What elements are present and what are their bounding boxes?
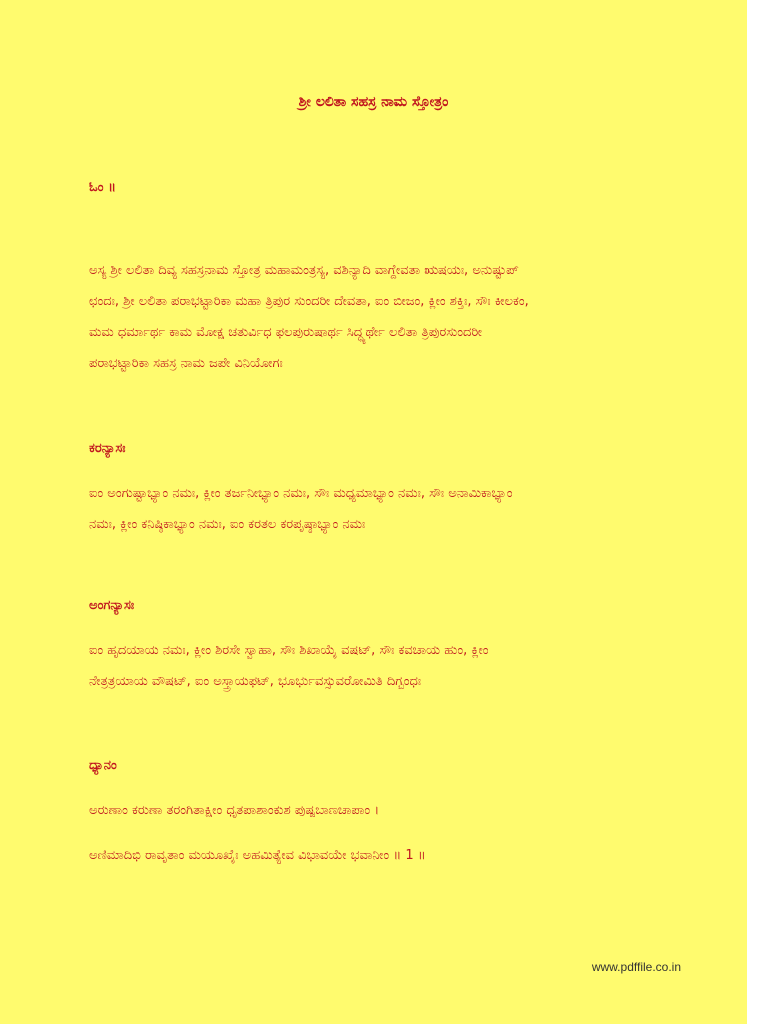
intro-line: ಮಮ ಧರ್ಮಾರ್ಥ ಕಾಮ ಮೋಕ್ಷ ಚತುರ್ವಿಧ ಫಲಪುರುಷಾರ್ಥ ಸಿದ್ಧ್ಯರ್ಥೇ ಲಲಿತಾ ತ್ರಿಪುರಸುಂದರೀ (89, 325, 483, 340)
intro-line: ಛಂದಃ, ಶ್ರೀ ಲಲಿತಾ ಪರಾಭಟ್ಟಾರಿಕಾ ಮಹಾ ತ್ರಿಪುರ ಸುಂದರೀ ದೇವತಾ, ಐಂ ಬೀಜಂ, ಕ್ಲೀಂ ಶಕ್ತಿಃ, ಸೌಃ ಕೀಲಕಂ, (89, 294, 529, 309)
dhyanam-verse-line-2 (89, 840, 689, 871)
dhyanam-line: ಅರುಣಾಂ ಕರುಣಾ ತರಂಗಿತಾಕ್ಷೀಂ ಧೃತಪಾಶಾಂಕುಶ ಪುಷ್ಪಬಾಣಚಾಪಾಂ । (89, 803, 380, 818)
karanyasa-heading: ಕರನ್ಯಾಸಃ (89, 441, 126, 456)
karanyasa-line: ನಮಃ, ಕ್ಲೀಂ ಕನಿಷ್ಠಿಕಾಭ್ಯಾಂ ನಮಃ, ಐಂ ಕರತಲ ಕರಪೃಷ್ಠಾಭ್ಯಾಂ ನಮಃ (89, 517, 366, 532)
anganyasa-line: ನೇತ್ರತ್ರಯಾಯ ವೌಷಟ್, ಐಂ ಅಸ್ತ್ರಾಯಫಟ್, ಭೂರ್ಭುವಸ್ಸುವರೋಮಿತಿ ದಿಗ್ಬಂಧಃ (89, 674, 422, 689)
dhyanam-heading: ಧ್ಯಾನಂ (89, 758, 117, 773)
anganyasa-paragraph (89, 635, 689, 697)
intro-line: ಅಸ್ಯ ಶ್ರೀ ಲಲಿತಾ ದಿವ್ಯ ಸಹಸ್ರನಾಮ ಸ್ತೋತ್ರ ಮಹಾಮಂತ್ರಸ್ಯ, ವಶಿನ್ಯಾದಿ ವಾಗ್ದೇವತಾ ಋಷಯಃ, ಅನುಷ್ಟುಪ್ (89, 263, 519, 278)
document-title: ಶ್ರೀ ಲಲಿತಾ ಸಹಸ್ರ ನಾಮ ಸ್ತೋತ್ರಂ (298, 94, 449, 110)
footer-website: www.pdffile.co.in (591, 960, 681, 974)
om-invocation: ಓಂ ॥ (89, 180, 116, 195)
dhyanam-line: ಅಣಿಮಾದಿಭಿ ರಾವೃತಾಂ ಮಯೂಖೈಃ ಅಹಮಿತ್ಯೇವ ವಿಭಾವಯೇ ಭವಾನೀಂ ॥ 1 ॥ (89, 848, 426, 863)
karanyasa-line: ಐಂ ಅಂಗುಷ್ಟಾಭ್ಯಾಂ ನಮಃ, ಕ್ಲೀಂ ತರ್ಜನೀಭ್ಯಾಂ ನಮಃ, ಸೌಃ ಮಧ್ಯಮಾಭ್ಯಾಂ ನಮಃ, ಸೌಃ ಅನಾಮಿಕಾಭ್ಯಾಂ (89, 486, 513, 501)
karanyasa-paragraph (89, 478, 689, 540)
intro-line: ಪರಾಭಟ್ಟಾರಿಕಾ ಸಹಸ್ರ ನಾಮ ಜಪೇ ವಿನಿಯೋಗಃ (89, 356, 283, 371)
anganyasa-line: ಐಂ ಹೃದಯಾಯ ನಮಃ, ಕ್ಲೀಂ ಶಿರಸೇ ಸ್ವಾಹಾ, ಸೌಃ ಶಿಖಾಯೈ ವಷಟ್, ಸೌಃ ಕವಚಾಯ ಹುಂ, ಕ್ಲೀಂ (89, 643, 489, 658)
anganyasa-heading: ಅಂಗನ್ಯಾಸಃ (89, 598, 135, 613)
dhyanam-verse-line-1 (89, 795, 689, 826)
intro-paragraph (89, 255, 689, 379)
